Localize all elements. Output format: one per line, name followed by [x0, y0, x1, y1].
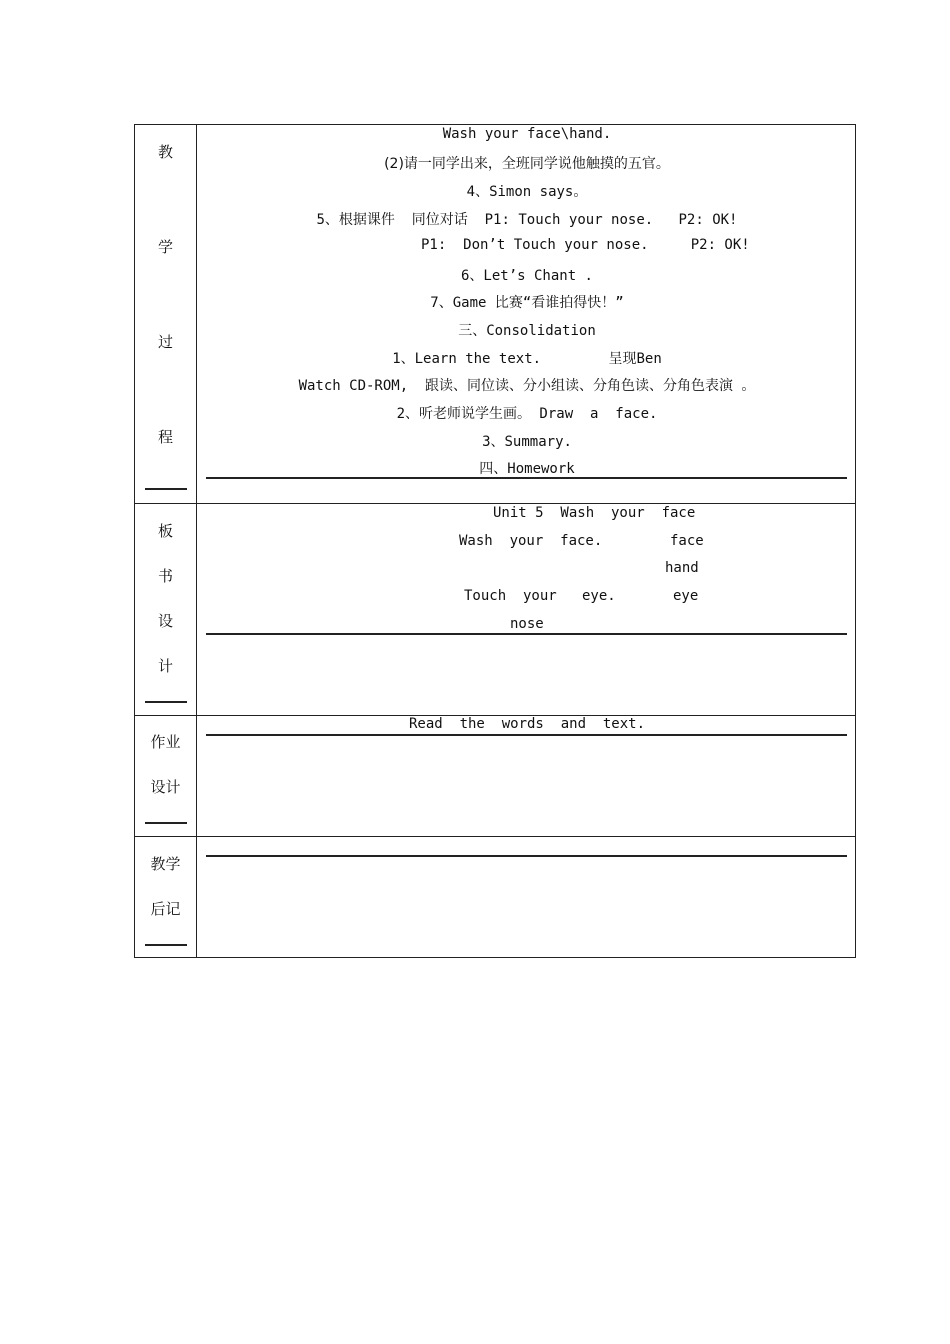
board-title: Unit 5 Wash your face	[493, 505, 696, 521]
reflection-rule	[206, 855, 847, 857]
homework-label-2: 设计	[150, 778, 181, 796]
process-line-8: 三、Consolidation	[458, 323, 596, 339]
process-label-1: 教	[157, 143, 173, 161]
process-line-12: 3、Summary.	[482, 434, 572, 450]
column-divider	[196, 125, 197, 957]
label-underline	[145, 944, 187, 946]
board-line-4: nose	[510, 616, 544, 632]
process-line-1: Wash your face\hand.	[442, 126, 612, 142]
process-line-7: 7、Game 比赛“看谁拍得快！”	[430, 295, 624, 311]
label-underline	[145, 822, 187, 824]
process-label-2: 学	[157, 238, 173, 256]
board-rule	[206, 633, 847, 635]
board-line-1-right: face	[670, 533, 704, 549]
board-line-2-right: hand	[665, 560, 699, 576]
homework-text: Read the words and text.	[409, 716, 646, 732]
homework-rule	[206, 734, 847, 736]
row-divider	[135, 503, 855, 504]
process-rule	[206, 477, 847, 479]
board-line-1-left: Wash your face.	[459, 533, 603, 549]
row-divider	[135, 836, 855, 837]
process-line-3: 4、Simon says。	[466, 184, 588, 200]
homework-label-1: 作业	[150, 733, 181, 751]
board-line-3-right: eye	[673, 588, 699, 604]
board-label-1: 板	[157, 522, 173, 540]
board-label-2: 书	[157, 567, 173, 585]
process-line-4: 5、根据课件 同位对话 P1: Touch your nose. P2: OK!	[316, 212, 738, 228]
process-line-9: 1、Learn the text. 呈现Ben	[392, 351, 662, 367]
process-line-5: P1: Don’t Touch your nose. P2: OK!	[421, 237, 750, 253]
board-label-3: 设	[157, 612, 173, 630]
process-line-11: 2、听老师说学生画。 Draw a face.	[396, 406, 658, 422]
label-underline	[145, 701, 187, 703]
process-line-13: 四、Homework	[479, 461, 575, 477]
process-line-2: (2)请一同学出来，全班同学说他触摸的五官。	[384, 156, 670, 172]
reflection-label-2: 后记	[150, 900, 181, 918]
label-underline	[145, 488, 187, 490]
process-line-10: Watch CD-ROM, 跟读、同位读、分小组读、分角色读、分角色表演 。	[298, 378, 756, 394]
board-line-3-left: Touch your eye.	[464, 588, 616, 604]
reflection-label-1: 教学	[150, 855, 181, 873]
board-label-4: 计	[157, 657, 173, 675]
process-line-6: 6、Let’s Chant .	[460, 268, 593, 284]
lesson-table	[134, 124, 856, 958]
process-label-3: 过	[157, 333, 173, 351]
process-label-4: 程	[157, 428, 173, 446]
